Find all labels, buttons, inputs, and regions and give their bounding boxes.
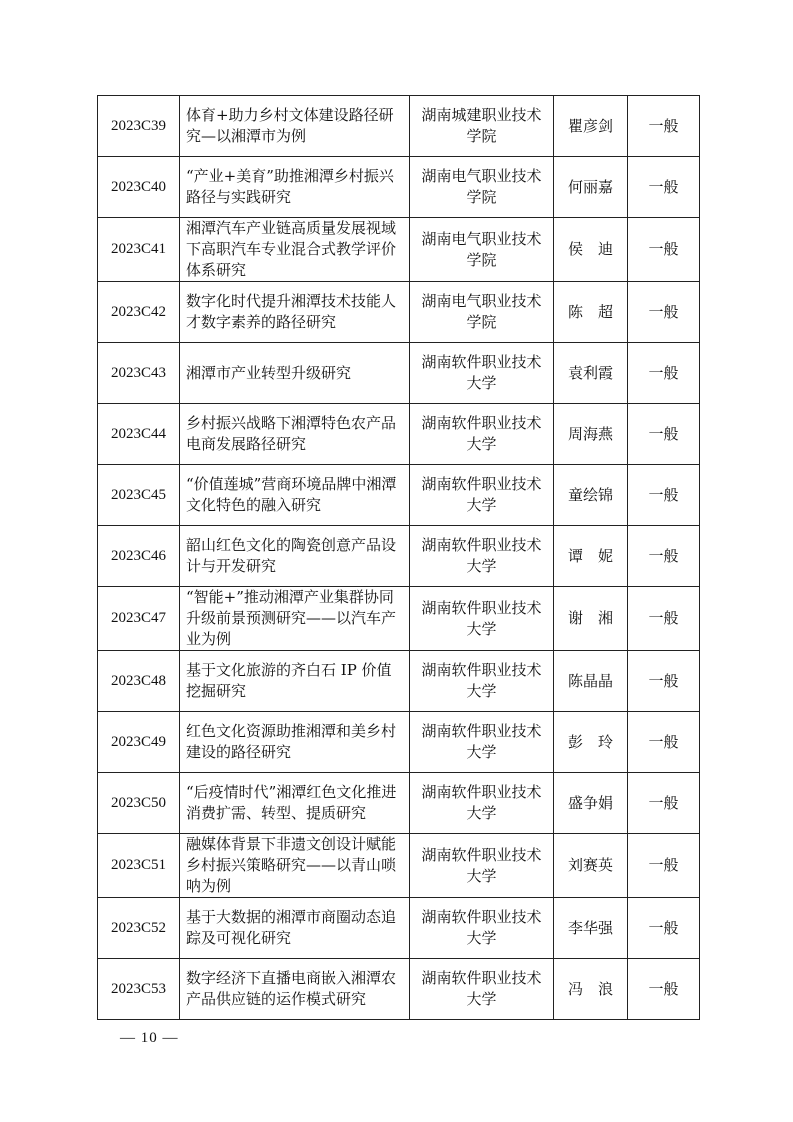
table-row: [98, 712, 700, 773]
project-id-cell: 2023C42: [98, 282, 180, 343]
institution-cell: 湖南软件职业技术大学: [410, 898, 554, 959]
institution-cell: 湖南电气职业技术学院: [410, 157, 554, 218]
table-row: [98, 465, 700, 526]
leader-cell: 侯 迪: [554, 218, 628, 282]
project-id-cell: 2023C47: [98, 587, 180, 651]
table-row: [98, 96, 700, 157]
project-id-cell: 2023C51: [98, 834, 180, 898]
project-title-cell: 体育+助力乡村文体建设路径研究—以湘潭市为例: [180, 96, 410, 157]
table-row: [98, 404, 700, 465]
leader-cell: 刘赛英: [554, 834, 628, 898]
table-row: [98, 959, 700, 1020]
institution-cell: 湖南软件职业技术大学: [410, 834, 554, 898]
institution-cell: 湖南软件职业技术大学: [410, 712, 554, 773]
level-cell: 一般: [628, 898, 700, 959]
institution-cell: 湖南电气职业技术学院: [410, 282, 554, 343]
level-cell: 一般: [628, 526, 700, 587]
table-row: [98, 898, 700, 959]
project-id-cell: 2023C45: [98, 465, 180, 526]
level-cell: 一般: [628, 218, 700, 282]
project-title-cell: 韶山红色文化的陶瓷创意产品设计与开发研究: [180, 526, 410, 587]
projects-table: [97, 95, 700, 1020]
institution-cell: 湖南软件职业技术大学: [410, 773, 554, 834]
project-id-cell: 2023C53: [98, 959, 180, 1020]
institution-cell: 湖南软件职业技术大学: [410, 959, 554, 1020]
level-cell: 一般: [628, 465, 700, 526]
project-id-cell: 2023C48: [98, 651, 180, 712]
project-title-cell: 红色文化资源助推湘潭和美乡村建设的路径研究: [180, 712, 410, 773]
page-number: — 10 —: [120, 1030, 179, 1046]
institution-cell: 湖南软件职业技术大学: [410, 404, 554, 465]
institution-cell: 湖南电气职业技术学院: [410, 218, 554, 282]
level-cell: 一般: [628, 96, 700, 157]
table-row: [98, 218, 700, 282]
project-id-cell: 2023C39: [98, 96, 180, 157]
project-title-cell: 数字经济下直播电商嵌入湘潭农产品供应链的运作模式研究: [180, 959, 410, 1020]
level-cell: 一般: [628, 404, 700, 465]
project-id-cell: 2023C49: [98, 712, 180, 773]
project-id-cell: 2023C43: [98, 343, 180, 404]
leader-cell: 李华强: [554, 898, 628, 959]
project-title-cell: 乡村振兴战略下湘潭特色农产品电商发展路径研究: [180, 404, 410, 465]
project-id-cell: 2023C40: [98, 157, 180, 218]
project-id-cell: 2023C41: [98, 218, 180, 282]
leader-cell: 谭 妮: [554, 526, 628, 587]
project-title-cell: 湘潭市产业转型升级研究: [180, 343, 410, 404]
institution-cell: 湖南软件职业技术大学: [410, 651, 554, 712]
level-cell: 一般: [628, 587, 700, 651]
institution-cell: 湖南软件职业技术大学: [410, 526, 554, 587]
level-cell: 一般: [628, 834, 700, 898]
project-title-cell: “价值莲城”营商环境品牌中湘潭文化特色的融入研究: [180, 465, 410, 526]
level-cell: 一般: [628, 282, 700, 343]
project-title-cell: 湘潭汽车产业链高质量发展视域下高职汽车专业混合式教学评价体系研究: [180, 218, 410, 282]
project-title-cell: 基于大数据的湘潭市商圈动态追踪及可视化研究: [180, 898, 410, 959]
level-cell: 一般: [628, 157, 700, 218]
project-title-cell: “智能+”推动湘潭产业集群协同升级前景预测研究——以汽车产业为例: [180, 587, 410, 651]
table-row: [98, 651, 700, 712]
project-title-cell: 融媒体背景下非遗文创设计赋能乡村振兴策略研究——以青山唢呐为例: [180, 834, 410, 898]
table-row: [98, 587, 700, 651]
project-id-cell: 2023C50: [98, 773, 180, 834]
table-row: [98, 282, 700, 343]
level-cell: 一般: [628, 959, 700, 1020]
leader-cell: 童绘锦: [554, 465, 628, 526]
table-row: [98, 157, 700, 218]
institution-cell: 湖南软件职业技术大学: [410, 587, 554, 651]
leader-cell: 周海燕: [554, 404, 628, 465]
project-title-cell: 数字化时代提升湘潭技术技能人才数字素养的路径研究: [180, 282, 410, 343]
level-cell: 一般: [628, 651, 700, 712]
table-row: [98, 343, 700, 404]
leader-cell: 盛争娟: [554, 773, 628, 834]
table-body: [98, 96, 700, 1020]
institution-cell: 湖南软件职业技术大学: [410, 465, 554, 526]
leader-cell: 瞿彦剑: [554, 96, 628, 157]
institution-cell: 湖南软件职业技术大学: [410, 343, 554, 404]
leader-cell: 陈 超: [554, 282, 628, 343]
level-cell: 一般: [628, 712, 700, 773]
table-row: [98, 526, 700, 587]
project-title-cell: 基于文化旅游的齐白石 IP 价值挖掘研究: [180, 651, 410, 712]
level-cell: 一般: [628, 343, 700, 404]
leader-cell: 何丽嘉: [554, 157, 628, 218]
project-id-cell: 2023C44: [98, 404, 180, 465]
project-id-cell: 2023C46: [98, 526, 180, 587]
leader-cell: 陈晶晶: [554, 651, 628, 712]
table-row: [98, 773, 700, 834]
leader-cell: 谢 湘: [554, 587, 628, 651]
table-row: [98, 834, 700, 898]
project-title-cell: “后疫情时代”湘潭红色文化推进消费扩需、转型、提质研究: [180, 773, 410, 834]
project-title-cell: “产业+美育”助推湘潭乡村振兴路径与实践研究: [180, 157, 410, 218]
project-id-cell: 2023C52: [98, 898, 180, 959]
level-cell: 一般: [628, 773, 700, 834]
leader-cell: 冯 浪: [554, 959, 628, 1020]
leader-cell: 彭 玲: [554, 712, 628, 773]
leader-cell: 袁利霞: [554, 343, 628, 404]
institution-cell: 湖南城建职业技术学院: [410, 96, 554, 157]
